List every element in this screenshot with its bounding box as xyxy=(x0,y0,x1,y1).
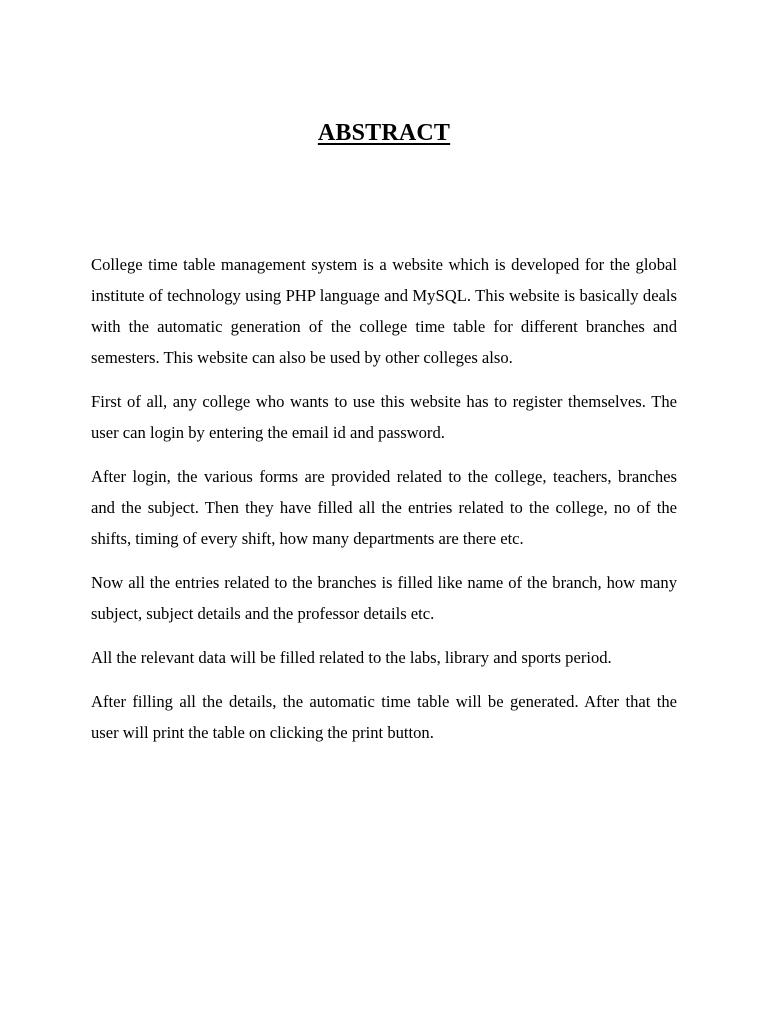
paragraph-forms: After login, the various forms are provided related to the college, teachers, branches and the subject. Then they have filled all the entries related to the college, no of the shifts, timing of every shift, how many departments are there etc. xyxy=(91,467,677,548)
paragraph-registration: First of all, any college who wants to use this website has to register themselves. The user can login by entering the email id and password. xyxy=(91,392,677,442)
abstract-body xyxy=(91,249,677,761)
paragraph-generation: After filling all the details, the automatic time table will be generated. After that the user will print the table on clicking the print button. xyxy=(91,692,677,742)
abstract-heading: ABSTRACT xyxy=(317,120,451,146)
paragraph-relevant-data: All the relevant data will be filled related to the labs, library and sports period. xyxy=(91,648,612,667)
paragraph-overview: College time table management system is a website which is developed for the global institute of technology using PHP language and MySQL. This website is basically deals with the automatic generation of the college time table for different branches and semesters. This website can also be used by other colleges also. xyxy=(91,255,677,367)
paragraph-branches: Now all the entries related to the branches is filled like name of the branch, how many subject, subject details and the professor details etc. xyxy=(91,573,677,623)
